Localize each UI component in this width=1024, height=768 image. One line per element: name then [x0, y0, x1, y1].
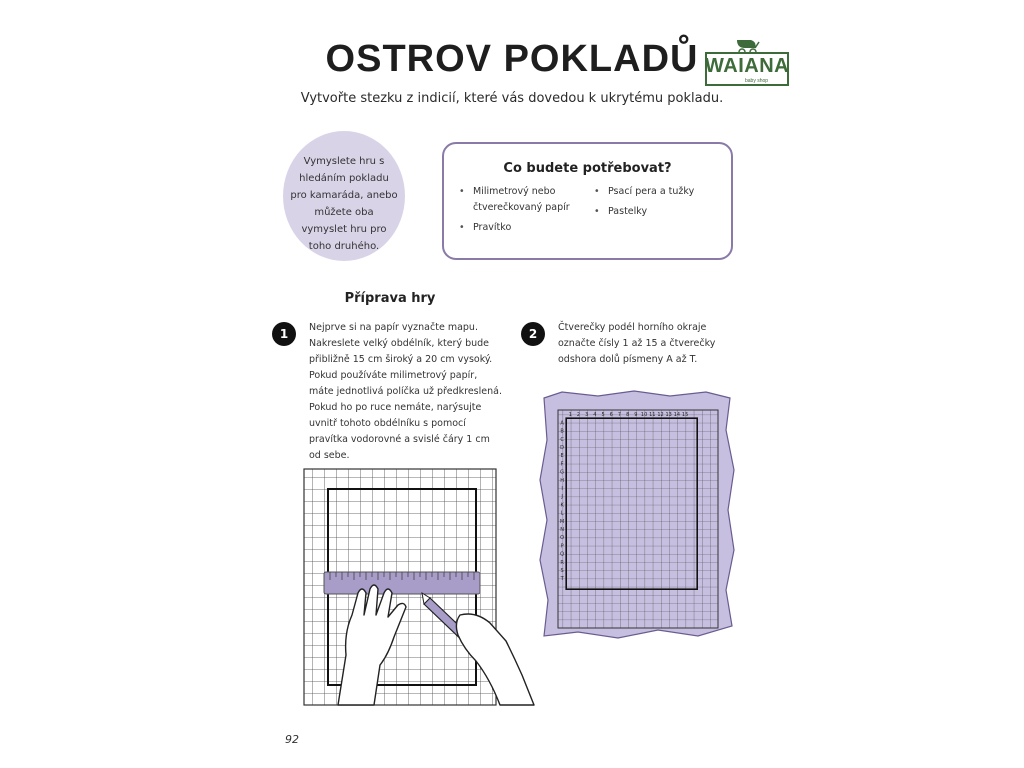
column-label: 4 [593, 412, 597, 419]
row-label: J [561, 494, 563, 501]
row-label: E [560, 453, 564, 460]
row-label: K [560, 502, 564, 509]
row-label: P [560, 543, 564, 550]
logo-tagline: baby shop [745, 78, 769, 84]
supplies-title: Co budete potřebovat? [503, 161, 672, 176]
supplies-list-left [457, 184, 577, 240]
row-label: F [560, 461, 564, 468]
row-label: G [560, 469, 565, 476]
step-2-text: Čtverečky podél horního okraje označte čísly 1 až 15 a čtverečky odshora dolů písmeny A až T. [558, 322, 716, 365]
row-label: L [560, 510, 564, 517]
logo-wordmark: WAIANA [705, 55, 790, 77]
column-label: 14 [673, 412, 681, 419]
row-label: H [560, 477, 564, 484]
labeled-map-illustration [538, 390, 738, 640]
column-label: 13 [665, 412, 672, 419]
row-label: O [560, 535, 565, 542]
ruler-icon [324, 572, 480, 594]
column-label: 3 [585, 412, 589, 419]
row-label: S [560, 568, 564, 574]
column-label: 6 [609, 412, 613, 419]
row-label: D [560, 445, 565, 451]
row-label: M [559, 518, 565, 525]
row-label: C [560, 436, 564, 443]
row-label: I [561, 486, 563, 492]
row-label: R [560, 559, 564, 566]
column-label: 1 [568, 412, 572, 419]
column-label: 2 [576, 412, 581, 419]
row-label: B [560, 428, 564, 435]
row-label: N [560, 527, 564, 533]
brand-logo [705, 38, 791, 92]
row-label: T [560, 576, 564, 583]
section-title: Příprava hry [344, 291, 436, 306]
row-label: Q [560, 551, 565, 558]
supply-item: • Pastelky [592, 204, 722, 220]
column-label: 11 [649, 412, 656, 419]
supply-item: • Pravítko [457, 220, 577, 236]
page-title: OSTROV POKLADŮ [325, 38, 699, 80]
column-labels [569, 412, 689, 418]
column-label: 9 [634, 412, 638, 419]
column-label: 12 [657, 412, 664, 419]
step-1-text: Nejprve si na papír vyznačte mapu. Nakreslete velký obdélník, který bude přibližně 15 cm široký a 20 cm vysoký. Pokud používáte milimetrový papír, máte jednotlivá políčka už předkreslená. Pokud ho po ruce nemáte, narýsujte uvnitř tohoto obdélníku s pomocí pravítka vodorovné a svislé čáry 1 cm od sebe. [309, 322, 502, 461]
page-number: 92 [285, 733, 299, 746]
supply-item: • Milimetrový nebo čtverečkovaný papír [457, 184, 577, 216]
graph-paper-illustration [300, 465, 550, 710]
column-label: 10 [640, 412, 648, 419]
page-subtitle: Vytvořte stezku z indicií, které vás dovedou k ukrytému pokladu. [300, 91, 724, 106]
column-label: 8 [626, 412, 630, 419]
column-label: 7 [617, 412, 622, 419]
map-grid-sheet [558, 410, 718, 628]
supplies-list-right [592, 184, 722, 224]
intro-bubble-text: Vymyslete hru s hledáním pokladu pro kamaráda, anebo můžete oba vymyslet hru pro toho druhého. [290, 156, 398, 252]
column-label: 5 [601, 412, 605, 419]
column-label: 15 [681, 412, 689, 419]
step-2-number: 2 [521, 322, 545, 346]
step-1-number: 1 [272, 322, 296, 346]
row-label: A [560, 420, 564, 427]
supply-item: • Psací pera a tužky [592, 184, 722, 200]
